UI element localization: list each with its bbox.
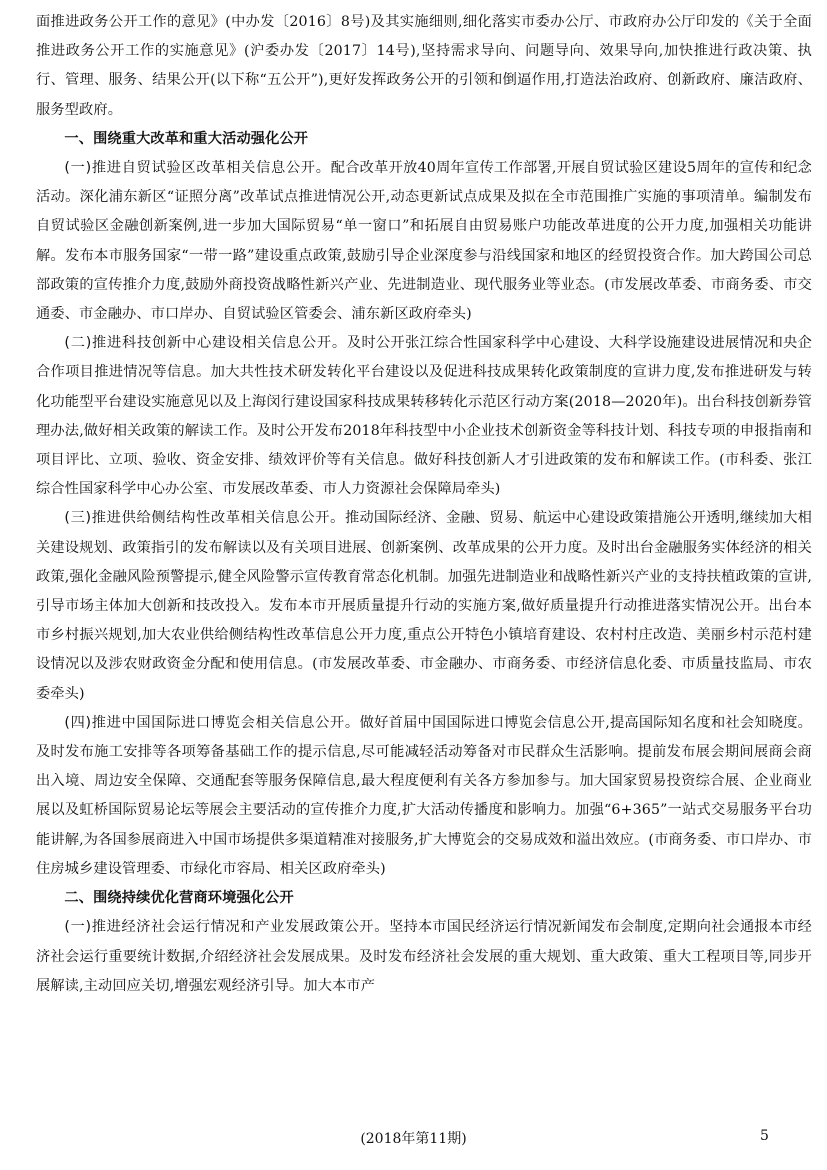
document-body <box>36 8 812 1001</box>
paragraph-body: 及时公开张江综合性国家科学中心建设、大科学设施建设进展情况和央企合作项目推进情况等信息。加大共性技术研发转化平台建设以及促进科技成果转化政策制度的宣讲力度,发布推进研发与转化功能型平台建设实施意见以及上海闵行建设国家科技成果转移转化示范区行动方案(2018—2020年)。出台科技创新券管理办法,做好相关政策的解读工作。及时公开发布2018年科技型中小企业技术创新资金等科技计划、科技专项的申报指南和项目评比、立项、验收、资金安排、绩效评价等有关信息。做好科技创新人才引进政策的发布和解读工作。(市科委、张江综合性国家科学中心办公室、市发展改革委、市人力资源社会保障局牵头) <box>36 335 812 498</box>
paragraph-lead: (二)推进科技创新中心建设相关信息公开。 <box>64 335 347 352</box>
paragraph-body: 推动国际经济、金融、贸易、航运中心建设政策措施公开透明,继续加大相关建设规划、政策指引的发布解读以及有关项目进展、创新案例、改革成果的公开力度。及时出台金融服务实体经济的相关政策,强化金融风险预警提示,健全风险警示宣传教育常态化机制。加强先进制造业和战略性新兴产业的支持扶植政策的宣讲,引导市场主体加大创新和技改投入。发布本市开展质量提升行动的实施方案,做好质量提升行动推进落实情况公开。出台本市乡村振兴规划,加大农业供给侧结构性改革信息公开力度,重点公开特色小镇培育建设、农村村庄改造、美丽乡村示范村建设情况以及涉农财政资金分配和使用信息。(市发展改革委、市金融办、市商务委、市经济信息化委、市质量技监局、市农委牵头) <box>36 510 812 702</box>
paragraph-1-1 <box>36 154 812 329</box>
paragraph-body: 配合改革开放40周年宣传工作部署,开展自贸试验区建设5周年的宣传和纪念活动。深化浦东新区“证照分离”改革试点推进情况公开,动态更新试点成果及拟在全市范围推广实施的事项清单。编制发布自贸试验区金融创新案例,进一步加大国际贸易“单一窗口”和拓展自由贸易账户功能改革进度的公开力度,加强相关功能讲解。发布本市服务国家“一带一路”建设重点政策,鼓励引导企业深度参与沿线国家和地区的经贸投资合作。加大跨国公司总部政策的宣传推介力度,鼓励外商投资战略性新兴产业、先进制造业、现代服务业等业态。(市发展改革委、市商务委、市交通委、市金融办、市口岸办、自贸试验区管委会、浦东新区政府牵头) <box>36 160 812 323</box>
paragraph-lead: (四)推进中国国际进口博览会相关信息公开。 <box>64 714 360 731</box>
issue-label: (2018年第11期) <box>360 1131 467 1147</box>
intro-paragraph: 面推进政务公开工作的意见》(中办发〔2016〕8号)及其实施细则,细化落实市委办公厅、市政府办公厅印发的《关于全面推进政务公开工作的实施意见》(沪委办发〔2017〕14号),坚持需求导向、问题导向、效果导向,加快推进行政决策、执行、管理、服务、结果公开(以下称“五公开”),更好发挥政务公开的引领和倒逼作用,打造法治政府、创新政府、廉洁政府、服务型政府。 <box>36 14 812 118</box>
paragraph-lead: (一)推进经济社会运行情况和产业发展政策公开。 <box>64 919 390 936</box>
paragraph-1-2 <box>36 329 812 504</box>
paragraph-lead: (一)推进自贸试验区改革相关信息公开。 <box>64 160 331 177</box>
section-heading-2: 二、围绕持续优化营商环境强化公开 <box>64 890 294 907</box>
paragraph-1-4 <box>36 709 812 884</box>
paragraph-body: 坚持本市国民经济运行情况新闻发布会制度,定期向社会通报本市经济社会运行重要统计数据,介绍经济社会发展成果。及时发布经济社会发展的重大规划、重大政策、重大工程项目等,同步开展解读,主动回应关切,增强宏观经济引导。加大本市产 <box>36 919 812 994</box>
paragraph-body: 做好首届中国国际进口博览会信息公开,提高国际知名度和社会知晓度。及时发布施工安排等各项筹备基础工作的提示信息,尽可能减轻活动筹备对市民群众生活影响。提前发布展会期间展商会商出入境、周边安全保障、交通配套等服务保障信息,最大程度便利有关各方参加参与。加大国家贸易投资综合展、企业商业展以及虹桥国际贸易论坛等展会主要活动的宣传推介力度,扩大活动传播度和影响力。加强“6+365”一站式交易服务平台功能讲解,为各国参展商进入中国市场提供多渠道精准对接服务,扩大博览会的交易成效和溢出效应。(市商务委、市口岸办、市住房城乡建设管理委、市绿化市容局、相关区政府牵头) <box>36 714 813 877</box>
page-number: 5 <box>760 1128 769 1144</box>
paragraph-2-1 <box>36 913 812 1001</box>
paragraph-lead: (三)推进供给侧结构性改革相关信息公开。 <box>64 510 346 527</box>
section-heading-1: 一、围绕重大改革和重大活动强化公开 <box>64 130 309 147</box>
paragraph-1-3 <box>36 504 812 708</box>
